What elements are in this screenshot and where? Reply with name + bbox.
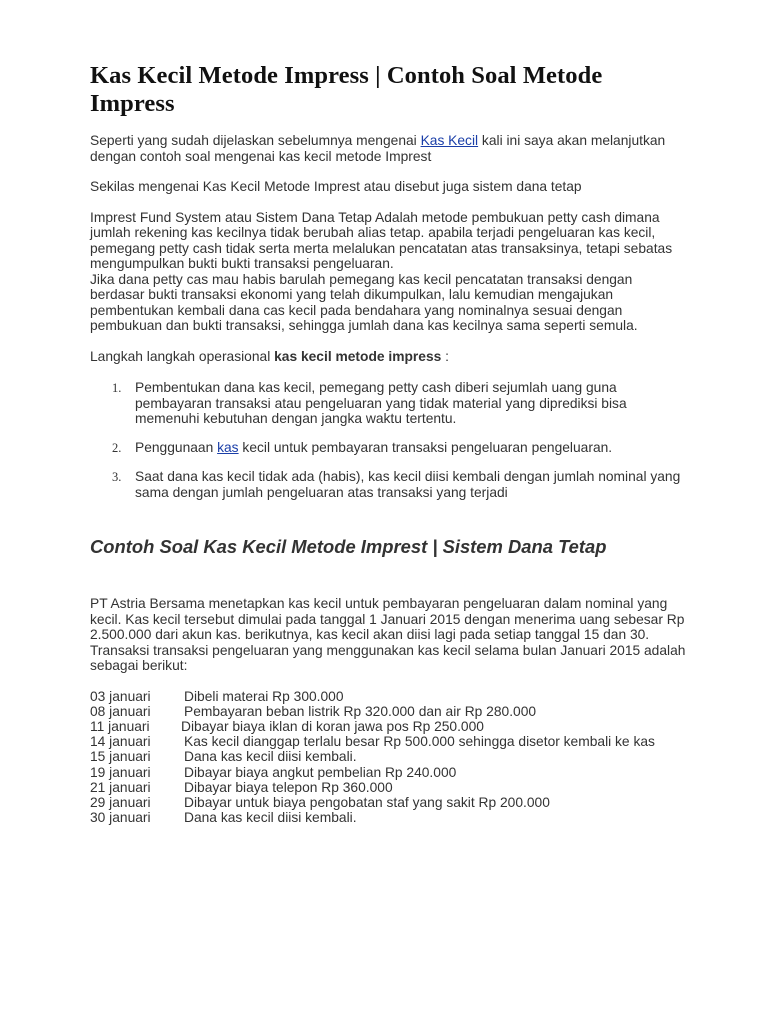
steps-intro — [90, 349, 690, 365]
list-item — [90, 749, 690, 764]
transaction-desc: Dibeli materai Rp 300.000 — [184, 688, 344, 704]
transaction-desc: Pembayaran beban listrik Rp 320.000 dan air Rp 280.000 — [184, 703, 537, 719]
list-item — [90, 704, 690, 719]
intro-text-before: Seperti yang sudah dijelaskan sebelumnya mengenai — [90, 133, 421, 148]
intro-paragraph — [90, 133, 690, 164]
steps-intro-suffix: : — [441, 348, 449, 364]
list-item — [90, 810, 690, 825]
step-text: Pembentukan dana kas kecil, pemegang petty cash diberi sejumlah uang guna pembayaran transaksi atau pengeluaran yang tidak material yang diprediksi bisa memenuhi kebutuhan dengan jangka waktu tertentu. — [135, 380, 627, 426]
step-text: Saat dana kas kecil tidak ada (habis), kas kecil diisi kembali dengan jumlah nominal yang sama dengan jumlah pengeluaran atas transaksi yang terjadi — [135, 469, 681, 500]
intro-text-after: kali ini saya akan melanjutkan dengan contoh soal mengenai kas kecil metode Imprest — [90, 133, 666, 164]
steps-intro-bold: kas kecil metode impress — [274, 348, 442, 364]
kas-link[interactable]: kas — [217, 440, 239, 455]
article — [90, 62, 690, 825]
list-item — [90, 719, 690, 734]
transaction-date: 15 januari — [90, 749, 151, 765]
transaction-desc: Kas kecil dianggap terlalu besar Rp 500.000 sehingga disetor kembali ke kas — [184, 734, 655, 750]
list-item — [90, 689, 690, 704]
list-item — [90, 765, 690, 780]
transaction-list — [90, 689, 690, 826]
transaction-date: 11 januari — [90, 718, 150, 734]
transaction-date: 19 januari — [90, 764, 151, 780]
definition-paragraph: Imprest Fund System atau Sistem Dana Tetap Adalah metode pembukuan petty cash dimana jumlah rekening kas kecilnya tidak berubah alias tetap. apabila terjadi pengeluaran kas kecil, pemegang petty cash tidak serta merta melalukan pencatatan atas transaksinya, tetapi sebatas mengumpulkan bukti bukti transaksi pengeluaran. — [90, 209, 673, 271]
transaction-date: 03 januari — [90, 688, 151, 704]
article-title: Kas Kecil Metode Impress | Contoh Soal Metode Impress — [90, 62, 603, 117]
steps-list — [90, 380, 690, 500]
list-item — [90, 380, 690, 427]
list-item — [90, 734, 690, 749]
transaction-desc: Dana kas kecil diisi kembali. — [184, 749, 357, 765]
transaction-date: 08 januari — [90, 703, 151, 719]
transaction-desc: Dibayar biaya telepon Rp 360.000 — [184, 779, 393, 795]
list-item — [90, 440, 690, 456]
steps-intro-text: Langkah langkah operasional — [90, 348, 275, 364]
transaction-desc: Dana kas kecil diisi kembali. — [184, 810, 357, 826]
transaction-date: 14 januari — [90, 734, 151, 750]
summary-paragraph: Sekilas mengenai Kas Kecil Metode Imprest atau disebut juga sistem dana tetap — [90, 179, 582, 194]
step-text-before: Penggunaan — [135, 440, 218, 455]
step-text-after: kecil untuk pembayaran transaksi pengeluaran pengeluaran. — [238, 440, 613, 455]
step-number: 2. — [112, 441, 122, 455]
problem-paragraph: PT Astria Bersama menetapkan kas kecil untuk pembayaran pengeluaran dalam nominal yang kecil. Kas kecil tersebut dimulai pada tanggal 1 Januari 2015 dengan menerima uang sebesar Rp 2.500.000 dari akun kas. berikutnya, kas kecil akan diisi lagi pada setiap tanggal 15 dan 30. Transaksi transaksi pengeluaran yang menggunakan kas kecil selama bulan Januari 2015 adalah sebagai berikut: — [90, 596, 686, 673]
list-item — [90, 469, 690, 500]
step-number: 1. — [112, 381, 122, 395]
refill-paragraph: Jika dana petty cas mau habis barulah pemegang kas kecil pencatatan transaksi dengan berdasar bukti transaksi ekonomi yang telah dikumpulkan, lalu kemudian mengajukan pembentukan kembali dana cas kecil pada bendahara yang nominalnya sesuai dengan pembukuan dan bukti transaksi, sehingga jumlah dana kas kecilnya sama seperti semula. — [90, 271, 638, 333]
list-item — [90, 795, 690, 810]
section-subtitle: Contoh Soal Kas Kecil Metode Imprest | Sistem Dana Tetap — [90, 536, 607, 557]
transaction-desc: Dibayar untuk biaya pengobatan staf yang sakit Rp 200.000 — [184, 794, 550, 810]
transaction-date: 29 januari — [90, 794, 151, 810]
transaction-desc: Dibayar biaya iklan di koran jawa pos Rp 250.000 — [181, 718, 484, 734]
step-number: 3. — [112, 470, 122, 484]
transaction-desc: Dibayar biaya angkut pembelian Rp 240.000 — [184, 764, 457, 780]
kas-kecil-link[interactable]: Kas Kecil — [420, 133, 479, 148]
list-item — [90, 780, 690, 795]
transaction-date: 30 januari — [90, 810, 151, 826]
transaction-date: 21 januari — [90, 779, 151, 795]
